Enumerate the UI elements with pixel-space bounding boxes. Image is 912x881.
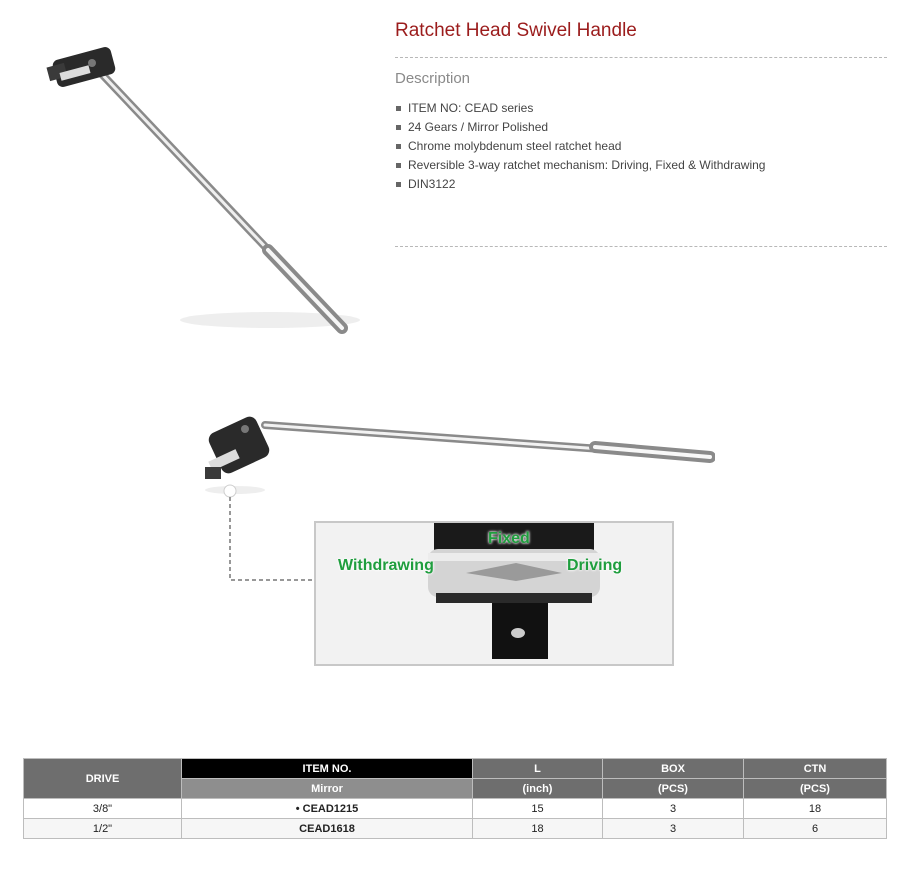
cell-l: 18: [473, 819, 603, 839]
header-ctn-unit: (PCS): [744, 779, 887, 799]
feature-item: 24 Gears / Mirror Polished: [395, 118, 765, 137]
cell-l: 15: [473, 799, 603, 819]
title-divider: [395, 57, 887, 58]
square-bullet-icon: [396, 144, 401, 149]
feature-item: Chrome molybdenum steel ratchet head: [395, 137, 765, 156]
description-divider: [395, 246, 887, 247]
description-heading: Description: [395, 70, 471, 87]
product-title: Ratchet Head Swivel Handle: [395, 20, 637, 41]
square-bullet-icon: [396, 106, 401, 111]
square-bullet-icon: [396, 163, 401, 168]
header-box-unit: (PCS): [603, 779, 744, 799]
product-image-horizontal: [195, 405, 715, 495]
header-drive: DRIVE: [24, 759, 182, 799]
header-l: L: [473, 759, 603, 779]
header-box: BOX: [603, 759, 744, 779]
header-mirror: Mirror: [182, 779, 473, 799]
cell-drive: 1/2": [24, 819, 182, 839]
feature-item: Reversible 3-way ratchet mechanism: Driving, Fixed & Withdrawing: [395, 156, 765, 175]
header-l-unit: (inch): [473, 779, 603, 799]
driving-label: Driving: [567, 557, 623, 574]
cell-drive: 3/8": [24, 799, 182, 819]
cell-item: CEAD1618: [182, 819, 473, 839]
square-bullet-icon: [396, 182, 401, 187]
cell-ctn: 18: [744, 799, 887, 819]
square-bullet-icon: [396, 125, 401, 130]
feature-list: [395, 99, 765, 194]
cell-item: • CEAD1215: [182, 799, 473, 819]
withdrawing-label: Withdrawing: [338, 557, 434, 574]
table-row: [24, 799, 887, 819]
fixed-label: Fixed: [488, 530, 530, 547]
product-image-diagonal: [20, 35, 360, 345]
feature-item: ITEM NO: CEAD series: [395, 99, 765, 118]
cell-box: 3: [603, 819, 744, 839]
spec-table: [23, 758, 887, 839]
cell-box: 3: [603, 799, 744, 819]
ratchet-detail-callout: [314, 521, 674, 666]
cell-ctn: 6: [744, 819, 887, 839]
header-ctn: CTN: [744, 759, 887, 779]
feature-item: DIN3122: [395, 175, 765, 194]
header-item-no: ITEM NO.: [182, 759, 473, 779]
table-row: [24, 819, 887, 839]
